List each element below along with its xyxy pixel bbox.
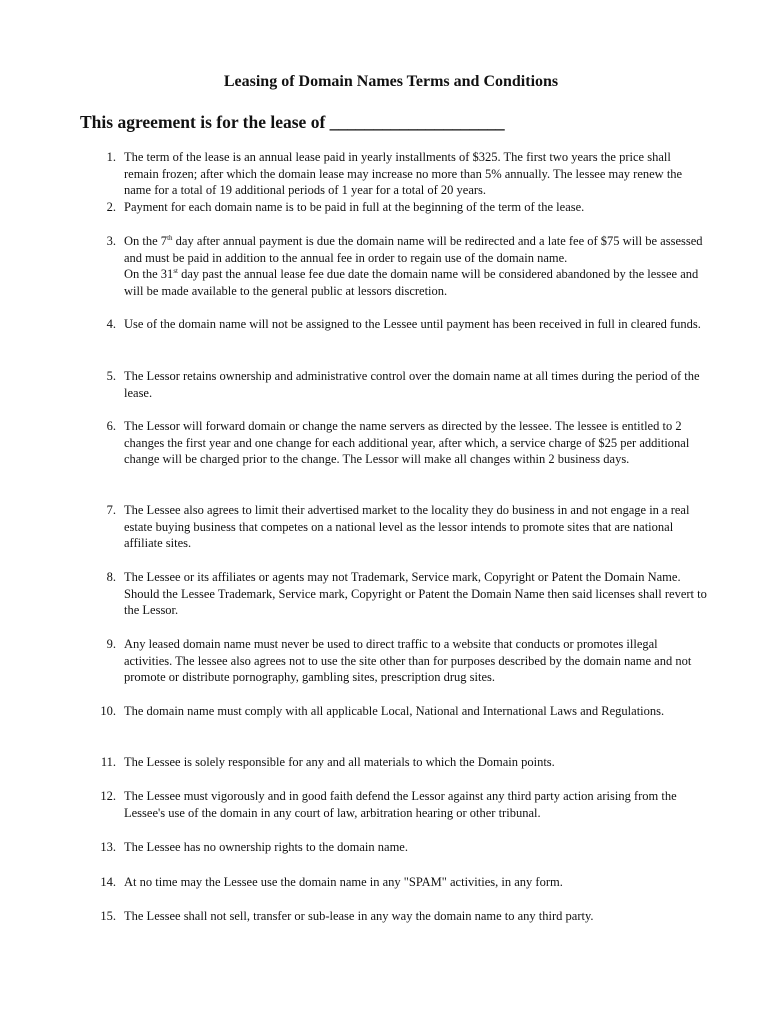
clause-7 <box>96 502 708 552</box>
clause-text-part: On the 31 <box>124 267 174 282</box>
clause-3-paragraph-1 <box>124 233 708 266</box>
clause-text: The term of the lease is an annual lease paid in yearly installments of $325. The first two years the price shall remain frozen; after which the domain lease may increase no more than 5% annually. The lessee may renew the name for a total of 19 additional periods of 1 year for a total of 20 years. <box>124 150 683 198</box>
clause-1 <box>96 149 708 199</box>
clause-number: 4. <box>106 317 116 331</box>
clause-number: 13. <box>100 840 116 854</box>
clause-3 <box>96 233 708 299</box>
clause-number: 15. <box>100 909 116 923</box>
clause-10 <box>96 703 708 720</box>
clause-11 <box>96 754 708 771</box>
clause-9 <box>96 636 708 686</box>
clause-text: The Lessee has no ownership rights to the domain name. <box>124 840 408 854</box>
clause-text-part: day after annual payment is due the domain name will be redirected and a late fee of $75 will be assessed and must be paid in addition to the annual fee in order to regain use of the domain name. <box>124 234 703 265</box>
clause-text: Any leased domain name must never be used to direct traffic to a website that conducts or promotes illegal activities. The lessee also agrees not to use the site other than for purposes described by the domain name and not promote or distribute pornography, gambling sites, prescription drug sites. <box>124 637 692 685</box>
clause-text: Use of the domain name will not be assigned to the Lessee until payment has been received in full in cleared funds. <box>124 317 701 331</box>
ordinal-suffix: th <box>167 233 173 242</box>
clause-8 <box>96 569 708 619</box>
clause-number: 3. <box>106 234 116 248</box>
clause-text: The Lessor will forward domain or change the name servers as directed by the lessee. The lessee is entitled to 2 changes the first year and one change for each additional year, after which, a service charge of $25 per additional change will be charged prior to the change. The Lessor will make all changes within 2 business days. <box>124 419 690 467</box>
clause-15 <box>96 908 708 925</box>
clause-13 <box>96 839 708 856</box>
clause-5 <box>96 368 708 401</box>
clause-number: 8. <box>106 570 116 584</box>
clause-text: The Lessee is solely responsible for any and all materials to which the Domain points. <box>124 755 555 769</box>
clause-text: The Lessee or its affiliates or agents may not Trademark, Service mark, Copyright or Patent the Domain Name. Should the Lessee Trademark, Service mark, Copyright or Patent the Domain Name then said licenses shall revert to the Lessor. <box>124 570 707 618</box>
clause-text: The Lessor retains ownership and administrative control over the domain name at all times during the period of the lease. <box>124 369 700 400</box>
clause-text-part: On the 7 <box>124 234 168 248</box>
clause-text: The Lessee must vigorously and in good faith defend the Lessor against any third party action arising from the Lessee's use of the domain in any court of law, arbitration hearing or other tribunal. <box>124 789 677 820</box>
clause-3-paragraph-2 <box>124 266 708 299</box>
clause-number: 5. <box>106 369 116 383</box>
clause-6 <box>96 418 708 468</box>
clause-text: The domain name must comply with all applicable Local, National and International Laws and Regulations. <box>124 704 665 718</box>
clause-text: Payment for each domain name is to be paid in full at the beginning of the term of the lease. <box>124 200 585 214</box>
clause-number: 14. <box>100 875 116 889</box>
clause-number: 9. <box>106 637 116 651</box>
clause-number: 10. <box>100 704 116 718</box>
clause-text <box>124 233 708 299</box>
clause-2 <box>96 199 708 216</box>
clause-number: 1. <box>106 150 116 164</box>
clause-12 <box>96 788 708 821</box>
document-title: Leasing of Domain Names Terms and Conditions <box>223 73 559 90</box>
ordinal-suffix: st <box>173 267 178 276</box>
clause-14 <box>96 874 708 891</box>
clause-text: The Lessee shall not sell, transfer or sub-lease in any way the domain name to any third party. <box>124 909 594 923</box>
clause-text-part: day past the annual lease fee due date the domain name will be considered abandoned by the lessee and will be made available to the general public at lessors discretion. <box>124 267 699 298</box>
clause-number: 11. <box>100 755 116 769</box>
clause-text: The Lessee also agrees to limit their advertised market to the locality they do business in and not engage in a real estate buying business that competes on a national level as the lessor intends to promote sites that are national affiliate sites. <box>124 503 690 551</box>
clause-number: 2. <box>106 200 116 214</box>
clause-4 <box>96 316 708 333</box>
clause-number: 6. <box>106 419 116 433</box>
clause-number: 7. <box>106 503 116 517</box>
clause-number: 12. <box>100 789 116 803</box>
clause-text: At no time may the Lessee use the domain name in any "SPAM" activities, in any form. <box>124 875 563 889</box>
agreement-heading: This agreement is for the lease of ____________________ <box>80 112 505 132</box>
